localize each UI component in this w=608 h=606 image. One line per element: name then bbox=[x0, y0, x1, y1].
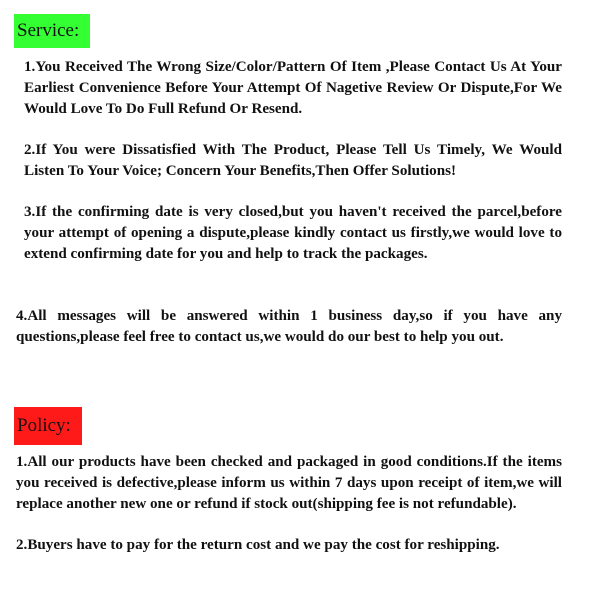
policy-heading: Policy: bbox=[14, 407, 82, 445]
policy-item-2: 2.Buyers have to pay for the return cost and we pay the cost for reshipping. bbox=[16, 537, 500, 553]
service-heading: Service: bbox=[14, 14, 90, 48]
service-item-3: 3.If the confirming date is very closed,but you haven't received the parcel,before your attempt of opening a dispute,please kindly contact us firstly,we would love to extend confirming date for you and help to track the packages. bbox=[24, 204, 562, 262]
policy-item-1: 1.All our products have been checked and packaged in good conditions.If the items you received is defective,please inform us within 7 days upon receipt of item,we will replace another new one or refund if stock out(shipping fee is not refundable). bbox=[16, 454, 562, 512]
service-item-2: 2.If You were Dissatisfied With The Product, Please Tell Us Timely, We Would Listen To Your Voice; Concern Your Benefits,Then Offer Solutions! bbox=[24, 142, 562, 179]
service-item-1: 1.You Received The Wrong Size/Color/Pattern Of Item ,Please Contact Us At Your Earliest Convenience Before Your Attempt Of Nagetive Review Or Dispute,For We Would Love To Do Full Refund Or Resend. bbox=[24, 59, 562, 117]
service-item-4: 4.All messages will be answered within 1 business day,so if you have any questions,please feel free to contact us,we would do our best to help you out. bbox=[16, 308, 562, 345]
